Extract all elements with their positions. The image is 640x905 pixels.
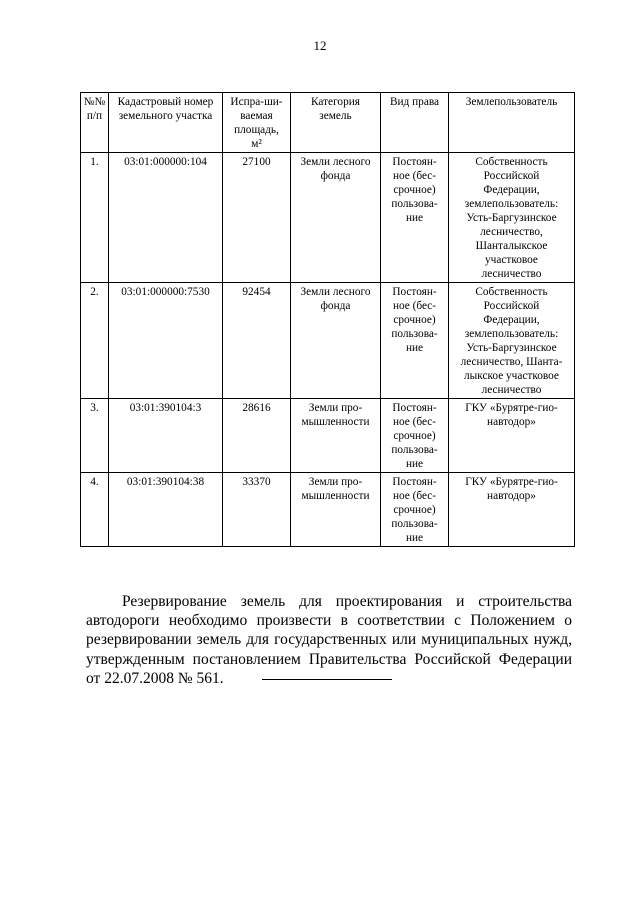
header-cadastral-number: Кадастровый номер земельного участка — [109, 93, 223, 153]
header-land-category: Категория земель — [291, 93, 381, 153]
header-right-type: Вид права — [381, 93, 449, 153]
table-row — [81, 283, 575, 399]
cell-land-category: Земли лесного фонда — [291, 153, 381, 283]
cell-land-user: ГКУ «Бурятре-гио- навтодор» — [449, 473, 575, 547]
cell-land-category: Земли про- мышленности — [291, 473, 381, 547]
header-area: Испра-ши- ваемая площадь, м² — [223, 93, 291, 153]
cell-area: 28616 — [223, 399, 291, 473]
page-number: 12 — [313, 38, 327, 53]
cell-land-user: Собственность Российской Федерации, землепользователь: Усть-Баргузинское лесничество, Шанталыкское участковое лесничество — [449, 153, 575, 283]
cell-area: 33370 — [223, 473, 291, 547]
cell-cadastral-number: 03:01:000000:7530 — [109, 283, 223, 399]
cell-cadastral-number: 03:01:390104:3 — [109, 399, 223, 473]
cell-number: 2. — [81, 283, 109, 399]
cell-land-user: ГКУ «Бурятре-гио- навтодор» — [449, 399, 575, 473]
table-row — [81, 153, 575, 283]
land-plots-table — [80, 92, 575, 547]
cell-number: 1. — [81, 153, 109, 283]
cell-right-type: Постоян- ное (бес- срочное) пользова- ние — [381, 473, 449, 547]
table-header-row — [81, 93, 575, 153]
cell-land-user: Собственность Российской Федерации, землепользователь: Усть-Баргузинское лесничество, Шанта- лыкское участковое лесничество — [449, 283, 575, 399]
cell-right-type: Постоян- ное (бес- срочное) пользова- ние — [381, 283, 449, 399]
table-row — [81, 473, 575, 547]
table-row — [81, 399, 575, 473]
cell-right-type: Постоян- ное (бес- срочное) пользова- ние — [381, 153, 449, 283]
cell-area: 92454 — [223, 283, 291, 399]
closing-rule — [262, 679, 392, 680]
cell-right-type: Постоян- ное (бес- срочное) пользова- ние — [381, 399, 449, 473]
cell-land-category: Земли лесного фонда — [291, 283, 381, 399]
cell-number: 3. — [81, 399, 109, 473]
header-land-user: Землепользователь — [449, 93, 575, 153]
cell-number: 4. — [81, 473, 109, 547]
header-number: №№ п/п — [81, 93, 109, 153]
cell-land-category: Земли про- мышленности — [291, 399, 381, 473]
cell-cadastral-number: 03:01:390104:38 — [109, 473, 223, 547]
reservation-paragraph: Резервирование земель для проектирования и строительства автодороги необходимо произвести в соответствии с Положением о резервировании земель для государственных или муниципальных нужд, утвержденным постановлением Правительства Российской Федерации от 22.07.2008 № 561. — [86, 592, 572, 688]
cell-area: 27100 — [223, 153, 291, 283]
cell-cadastral-number: 03:01:000000:104 — [109, 153, 223, 283]
